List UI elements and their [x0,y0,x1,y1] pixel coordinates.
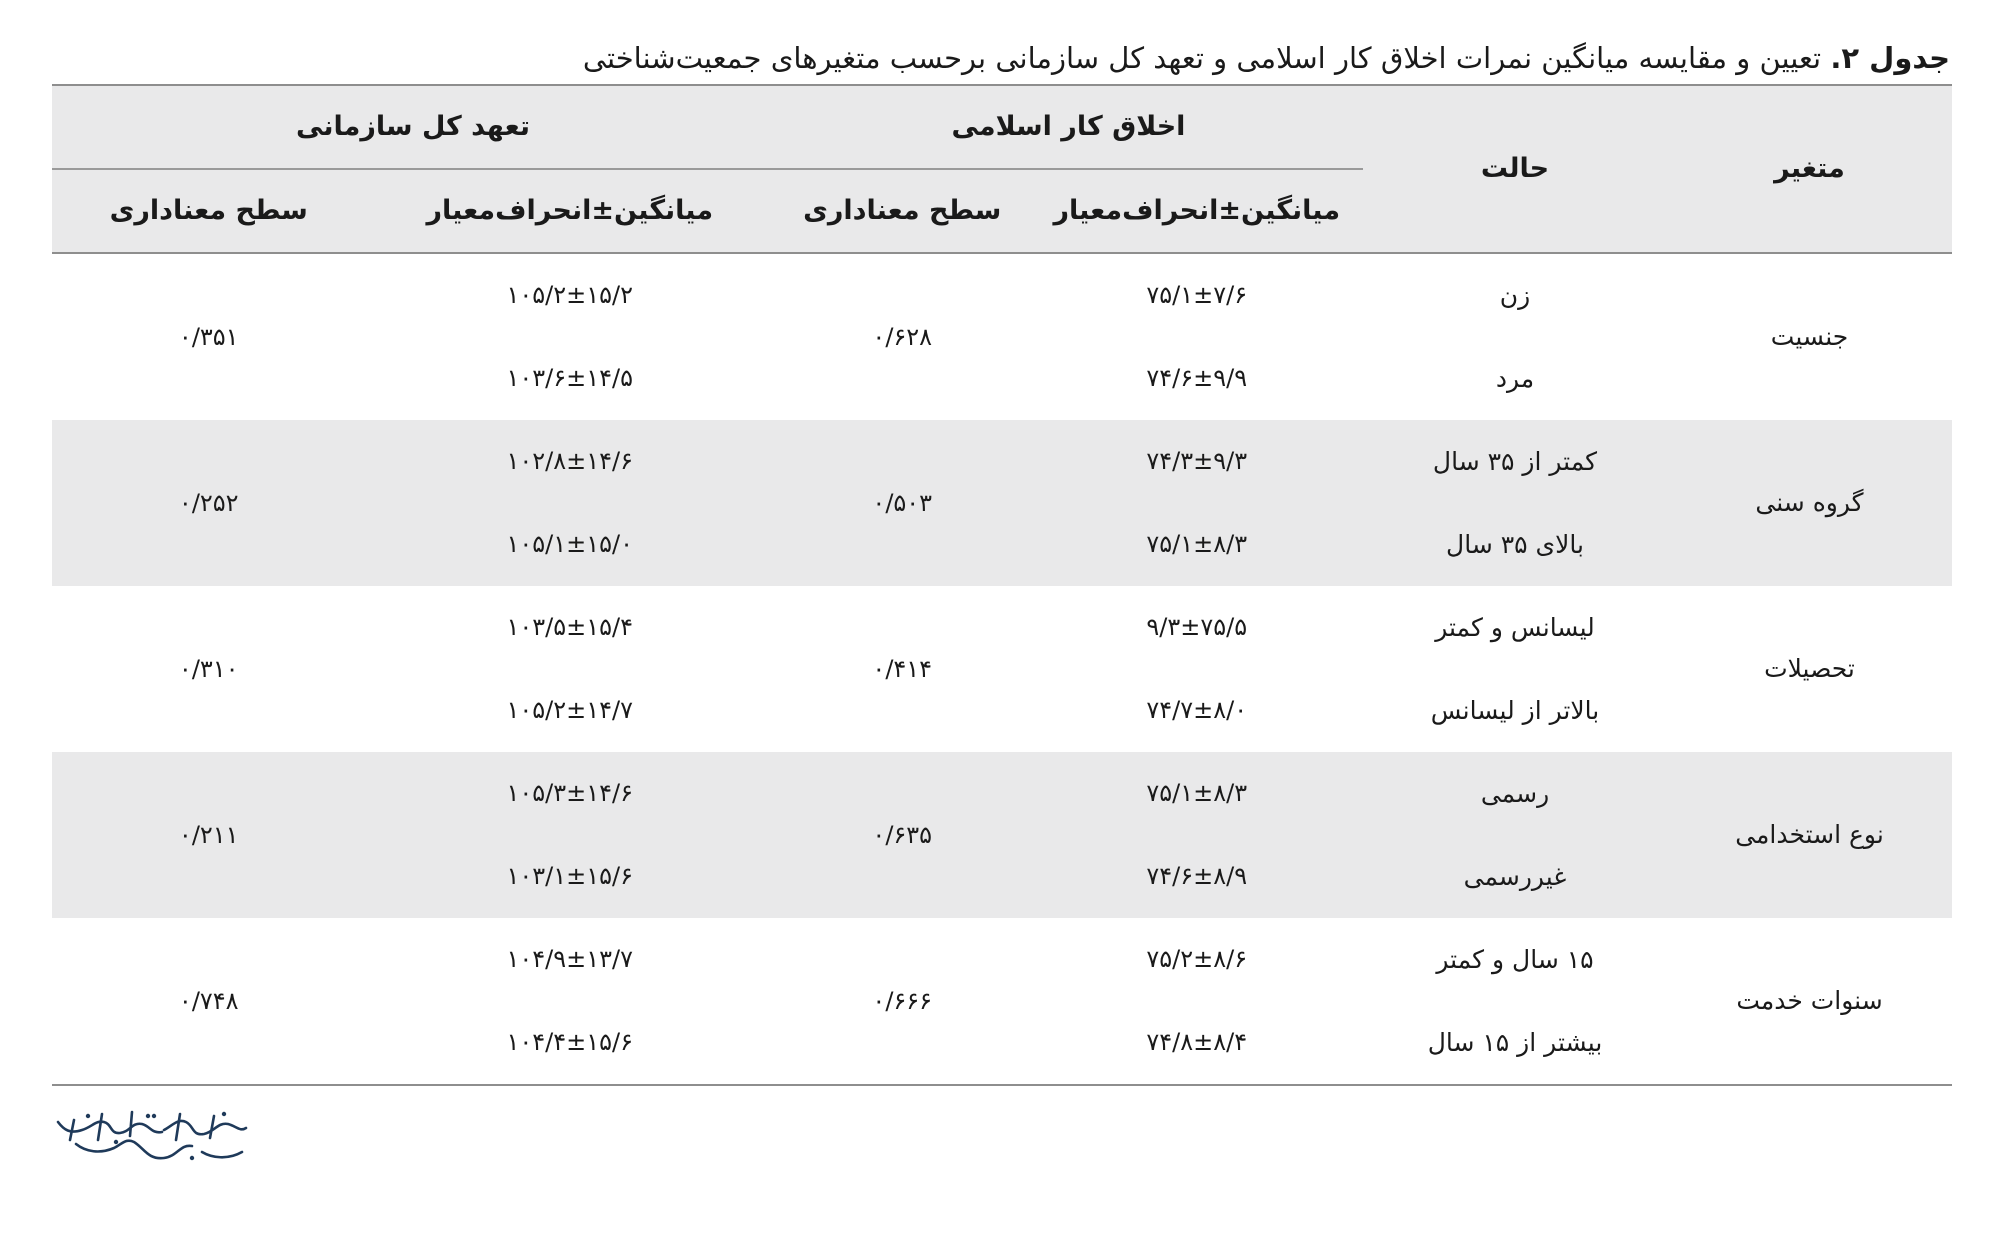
iwe-significance-cell: ۰/۶۶۶ [872,986,933,1015]
iwe-mean-sd-cell: ۷۴/۳±۹/۳ [1031,420,1364,503]
oc-significance-cell: ۰/۷۴۸ [178,986,239,1015]
oc-mean-sd-cell: ۱۰۳/۶±۱۴/۵ [506,364,633,393]
iwe-significance-cell: ۰/۶۳۵ [774,752,1031,918]
state-cell: لیسانس و کمتر [1435,612,1595,642]
oc-mean-sd-cell: ۱۰۵/۲±۱۵/۲ [506,281,633,310]
oc-significance-cell: ۰/۲۵۲ [52,420,366,586]
variable-cell: جنسیت [1770,322,1849,352]
header-iwe-mean-sd: میانگین±انحراف‌معیار [1031,169,1364,253]
state-cell: مرد [1495,363,1535,393]
variable-cell: نوع استخدامی [1667,752,1952,918]
state-cell: کمتر از ۳۵ سال [1363,420,1667,503]
oc-mean-sd-cell: ۱۰۳/۱±۱۵/۶ [366,835,775,918]
oc-mean-sd-cell: ۱۰۵/۱±۱۵/۰ [366,503,775,586]
header-oc-mean-sd: میانگین±انحراف‌معیار [366,169,775,253]
caption-label: جدول ۲. [1830,41,1950,75]
journal-logo [52,1100,252,1180]
state-cell: بیشتر از ۱۵ سال [1427,1027,1603,1057]
oc-mean-sd-cell: ۱۰۵/۳±۱۴/۶ [366,752,775,835]
table-row [52,586,1952,669]
state-cell: رسمی [1363,752,1667,835]
header-variable: متغیر [1667,85,1952,253]
oc-significance-cell: ۰/۳۱۰ [178,654,239,683]
iwe-mean-sd-cell: ۷۴/۶±۹/۹ [1146,364,1248,393]
iwe-significance-cell: ۰/۶۲۸ [872,322,933,351]
table-caption [52,40,1950,84]
iwe-mean-sd-cell: ۷۵/۱±۸/۳ [1031,752,1364,835]
state-cell: زن [1499,280,1531,310]
oc-significance-cell: ۰/۳۵۱ [178,322,239,351]
oc-mean-sd-cell: ۱۰۳/۵±۱۵/۴ [506,613,633,642]
header-state: حالت [1363,85,1667,253]
state-cell: بالاتر از لیسانس [1430,695,1600,725]
header-iwe-significance: سطح معناداری [774,169,1031,253]
header-oc-significance: سطح معناداری [52,169,366,253]
iwe-mean-sd-cell: ۷۵/۱±۷/۶ [1146,281,1248,310]
oc-mean-sd-cell: ۱۰۴/۹±۱۳/۷ [506,945,633,974]
iwe-mean-sd-cell: ۷۴/۸±۸/۴ [1146,1028,1248,1057]
oc-significance-cell: ۰/۲۱۱ [52,752,366,918]
iwe-mean-sd-cell: ۷۵/۱±۸/۳ [1031,503,1364,586]
state-cell: غیررسمی [1363,835,1667,918]
table-row [52,420,1952,503]
oc-mean-sd-cell: ۱۰۴/۴±۱۵/۶ [506,1028,633,1057]
table-row [52,253,1952,337]
state-cell: بالای ۳۵ سال [1363,503,1667,586]
state-cell: ۱۵ سال و کمتر [1436,944,1594,974]
table-row [52,752,1952,835]
iwe-mean-sd-cell: ۷۵/۲±۸/۶ [1146,945,1248,974]
iwe-significance-cell: ۰/۴۱۴ [872,654,933,683]
iwe-mean-sd-cell: ۷۴/۶±۸/۹ [1031,835,1364,918]
caption-text: تعیین و مقایسه میانگین نمرات اخلاق کار اسلامی و تعهد کل سازمانی برحسب متغیرهای جمعیت‌شناختی [582,41,1822,75]
iwe-significance-cell: ۰/۵۰۳ [774,420,1031,586]
journal-logo-calligraphy [52,1100,252,1180]
data-table [52,84,1952,1086]
variable-cell: گروه سنی [1667,420,1952,586]
header-group-islamic-work-ethic: اخلاق کار اسلامی [774,85,1363,169]
oc-mean-sd-cell: ۱۰۲/۸±۱۴/۶ [366,420,775,503]
oc-mean-sd-cell: ۱۰۵/۲±۱۴/۷ [506,696,633,725]
header-group-organizational-commitment: تعهد کل سازمانی [52,85,774,169]
iwe-mean-sd-cell: ۹/۳±۷۵/۵ [1146,613,1248,642]
variable-cell: سنوات خدمت [1736,986,1883,1016]
table-body [52,253,1952,1085]
iwe-mean-sd-cell: ۷۴/۷±۸/۰ [1146,696,1248,725]
variable-cell: تحصیلات [1764,654,1855,684]
document-page [52,40,1952,1086]
table-row [52,918,1952,1001]
